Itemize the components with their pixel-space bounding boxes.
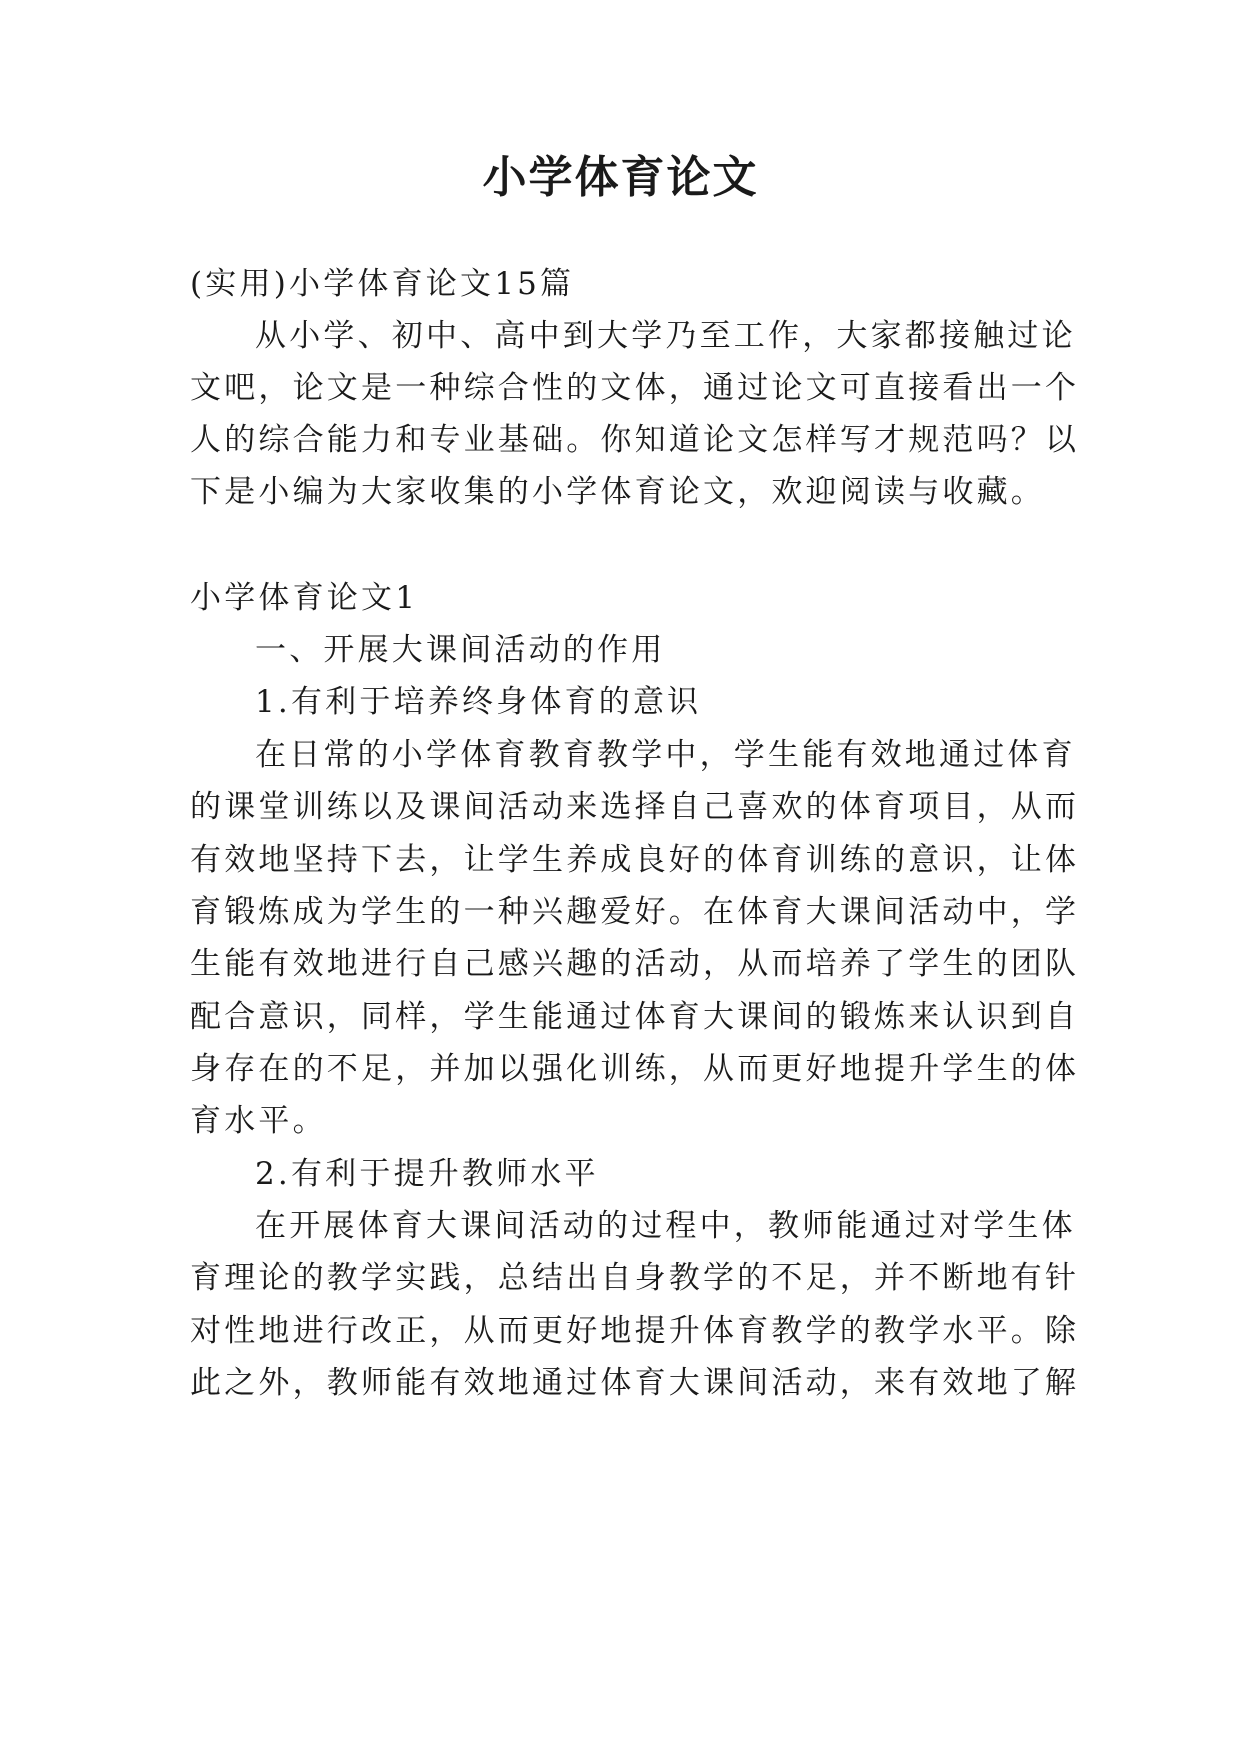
paragraph-line: 身存在的不足，并加以强化训练，从而更好地提升学生的体 <box>190 1051 1080 1087</box>
heading-1: 一、开展大课间活动的作用 <box>255 632 666 668</box>
paragraph-line: 育理论的教学实践，总结出自身教学的不足，并不断地有针 <box>190 1260 1080 1296</box>
paragraph-line: 育锻炼成为学生的一种兴趣爱好。在体育大课间活动中，学 <box>190 894 1080 930</box>
paragraph-line: 在开展体育大课间活动的过程中，教师能通过对学生体 <box>255 1208 1076 1244</box>
intro-line: 从小学、初中、高中到大学乃至工作，大家都接触过论 <box>255 318 1076 354</box>
paragraph-line: 在日常的小学体育教育教学中，学生能有效地通过体育 <box>255 737 1076 773</box>
subheading-1: 1.有利于培养终身体育的意识 <box>255 684 702 720</box>
intro-line: 下是小编为大家收集的小学体育论文，欢迎阅读与收藏。 <box>190 474 1045 510</box>
paragraph-line: 的课堂训练以及课间活动来选择自己喜欢的体育项目，从而 <box>190 789 1080 825</box>
document-title: 小学体育论文 <box>482 152 759 203</box>
paragraph-line: 生能有效地进行自己感兴趣的活动，从而培养了学生的团队 <box>190 946 1080 982</box>
intro-line: 文吧，论文是一种综合性的文体，通过论文可直接看出一个 <box>190 370 1080 406</box>
paragraph-line: 有效地坚持下去，让学生养成良好的体育训练的意识，让体 <box>190 842 1080 878</box>
section-title: 小学体育论文1 <box>190 580 419 616</box>
paragraph-line: 此之外，教师能有效地通过体育大课间活动，来有效地了解 <box>190 1365 1080 1401</box>
paragraph-line: 配合意识，同样，学生能通过体育大课间的锻炼来认识到自 <box>190 999 1080 1035</box>
paragraph-line: 对性地进行改正，从而更好地提升体育教学的教学水平。除 <box>190 1313 1080 1349</box>
subheading-2: 2.有利于提升教师水平 <box>255 1156 599 1192</box>
paragraph-line: 育水平。 <box>190 1103 327 1139</box>
document-subtitle: (实用)小学体育论文15篇 <box>190 266 575 302</box>
intro-line: 人的综合能力和专业基础。你知道论文怎样写才规范吗？以 <box>190 422 1080 458</box>
